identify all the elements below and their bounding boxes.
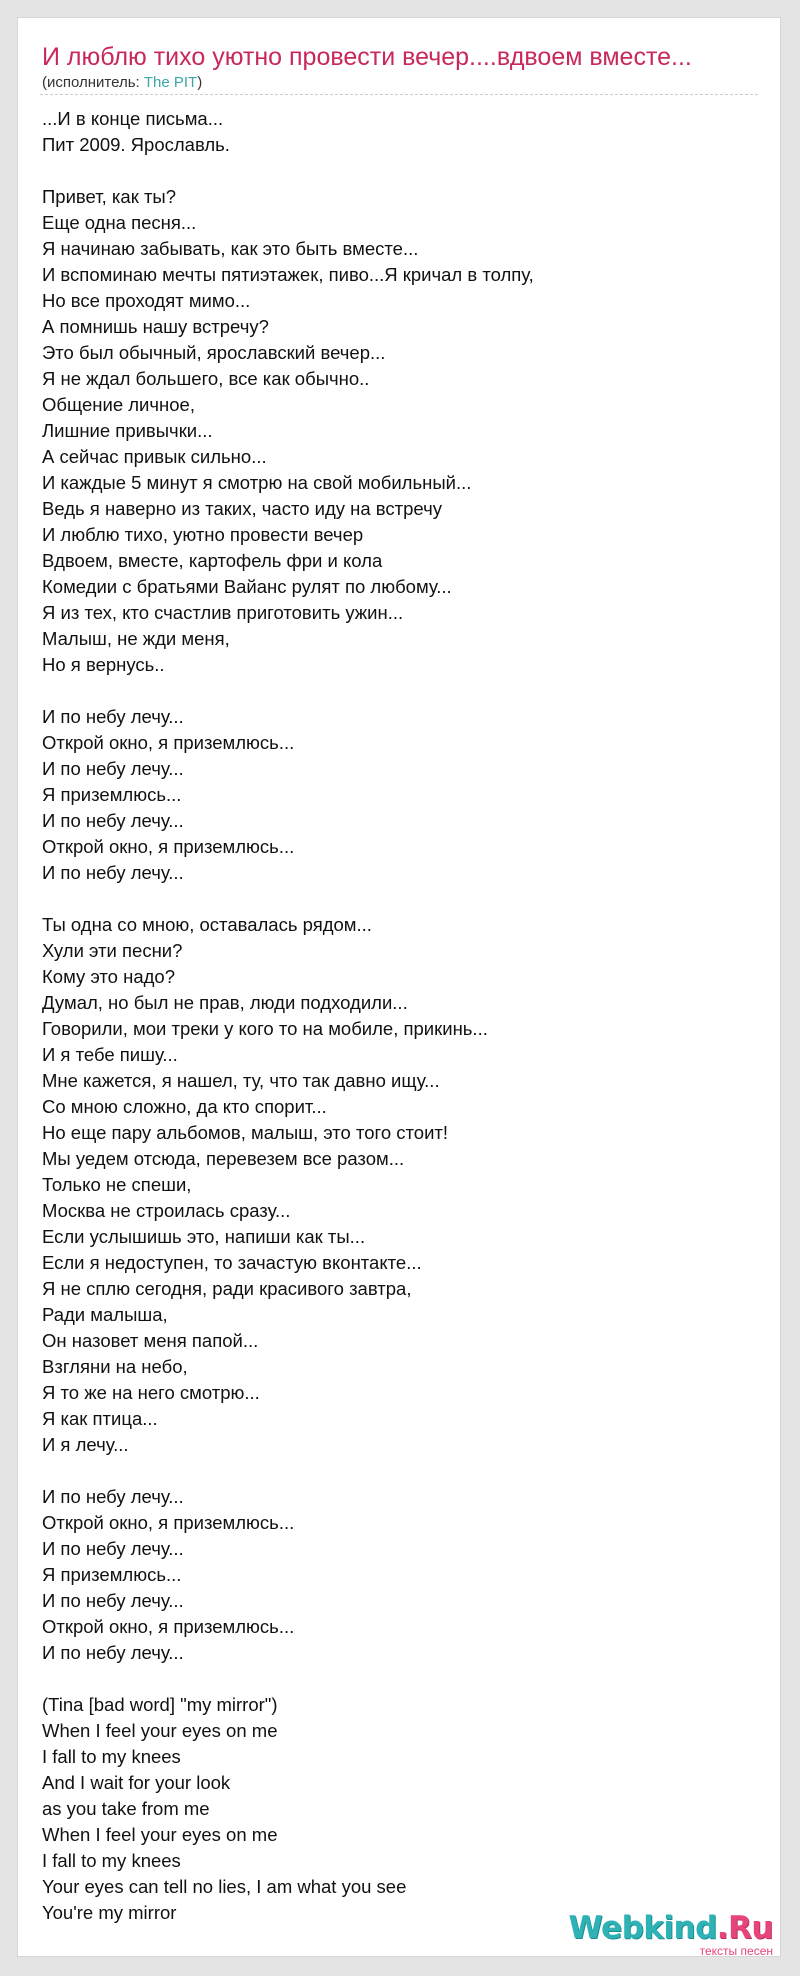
artist-link[interactable]: The PIT xyxy=(143,74,198,91)
lyric-line: А помнишь нашу встречу? xyxy=(42,316,269,337)
lyric-line: И каждые 5 минут я смотрю на свой мобильный... xyxy=(42,472,472,493)
lyric-line: Ты одна со мною, оставалась рядом... xyxy=(42,914,372,935)
lyric-blank-line xyxy=(42,158,742,184)
lyric-blank-line xyxy=(42,1666,742,1692)
artist-suffix: ) xyxy=(197,74,203,91)
lyric-line: When I feel your eyes on me xyxy=(42,1824,278,1845)
lyric-line: Думал, но был не прав, люди подходили... xyxy=(42,992,408,1013)
lyric-line: И по небу лечу... xyxy=(42,862,184,883)
lyric-line: А сейчас привык сильно... xyxy=(42,446,267,467)
lyric-line: Я из тех, кто счастлив приготовить ужин... xyxy=(42,602,404,623)
lyric-line: I fall to my knees xyxy=(42,1746,181,1767)
lyric-line: И по небу лечу... xyxy=(42,1642,184,1663)
lyric-line: И вспоминаю мечты пятиэтажек, пиво...Я кричал в толпу, xyxy=(42,264,534,285)
lyric-line: Малыш, не жди меня, xyxy=(42,628,230,649)
lyric-line: Открой окно, я приземлюсь... xyxy=(42,1616,295,1637)
logo-wordmark xyxy=(568,1910,773,1946)
artist-prefix: (исполнитель: xyxy=(42,74,144,91)
lyric-line: Привет, как ты? xyxy=(42,186,176,207)
lyric-line: Но еще пару альбомов, малыш, это того стоит! xyxy=(42,1122,449,1143)
title-divider xyxy=(40,94,758,95)
lyric-line: Your eyes can tell no lies, I am what you see xyxy=(42,1876,407,1897)
lyric-line: Со мною сложно, да кто спорит... xyxy=(42,1096,327,1117)
lyric-line: I fall to my knees xyxy=(42,1850,181,1871)
logo-tagline: тексты песен xyxy=(699,1944,773,1958)
lyric-line: Открой окно, я приземлюсь... xyxy=(42,836,295,857)
lyric-line: Я приземлюсь... xyxy=(42,784,182,805)
lyric-line: as you take from me xyxy=(42,1798,210,1819)
webkind-logo[interactable] xyxy=(568,1910,783,1962)
lyric-line: И я тебе пишу... xyxy=(42,1044,178,1065)
lyric-line: Пит 2009. Ярославль. xyxy=(42,134,230,155)
lyric-line: Взгляни на небо, xyxy=(42,1356,188,1377)
lyric-line: Говорили, мои треки у кого то на мобиле, прикинь... xyxy=(42,1018,488,1039)
lyric-line: Только не спеши, xyxy=(42,1174,192,1195)
lyric-line: Еще одна песня... xyxy=(42,212,197,233)
lyric-line: ...И в конце письма... xyxy=(42,108,224,129)
lyric-line: (Tina [bad word] "my mirror") xyxy=(42,1694,278,1715)
lyric-line: Я приземлюсь... xyxy=(42,1564,182,1585)
lyric-blank-line xyxy=(42,678,742,704)
lyric-blank-line xyxy=(42,1458,742,1484)
lyric-line: Лишние привычки... xyxy=(42,420,213,441)
lyrics-text xyxy=(42,106,742,1926)
lyric-line: И я лечу... xyxy=(42,1434,129,1455)
lyric-line: И по небу лечу... xyxy=(42,1538,184,1559)
lyric-line: Если я недоступен, то зачастую вконтакте... xyxy=(42,1252,422,1273)
lyric-line: Я то же на него смотрю... xyxy=(42,1382,260,1403)
lyric-line: И по небу лечу... xyxy=(42,758,184,779)
lyric-line: Открой окно, я приземлюсь... xyxy=(42,1512,295,1533)
lyric-line: Кому это надо? xyxy=(42,966,175,987)
lyric-line: И по небу лечу... xyxy=(42,706,184,727)
lyric-line: Мы уедем отсюда, перевезем все разом... xyxy=(42,1148,405,1169)
lyric-line: And I wait for your look xyxy=(42,1772,231,1793)
logo-tld: .Ru xyxy=(716,1910,773,1946)
lyric-line: Открой окно, я приземлюсь... xyxy=(42,732,295,753)
lyric-line: Мне кажется, я нашел, ту, что так давно ищу... xyxy=(42,1070,440,1091)
lyric-line: Если услышишь это, напиши как ты... xyxy=(42,1226,366,1247)
logo-brand: Webkind xyxy=(568,1910,717,1946)
lyric-line: И по небу лечу... xyxy=(42,1590,184,1611)
lyric-line: When I feel your eyes on me xyxy=(42,1720,278,1741)
lyric-line: Москва не строилась сразу... xyxy=(42,1200,291,1221)
lyric-line: И люблю тихо, уютно провести вечер xyxy=(42,524,364,545)
lyric-line: И по небу лечу... xyxy=(42,1486,184,1507)
lyric-line: Комедии с братьями Вайанс рулят по любому... xyxy=(42,576,452,597)
lyric-line: You're my mirror xyxy=(42,1902,177,1923)
lyric-line: Ради малыша, xyxy=(42,1304,168,1325)
lyric-line: Вдвоем, вместе, картофель фри и кола xyxy=(42,550,383,571)
song-title: И люблю тихо уютно провести вечер....вдвоем вместе... xyxy=(42,43,692,71)
lyric-line: Ведь я наверно из таких, часто иду на встречу xyxy=(42,498,442,519)
artist-line xyxy=(42,74,202,92)
lyrics-card xyxy=(17,17,781,1957)
lyric-line: Но я вернусь.. xyxy=(42,654,165,675)
lyric-line: Я не ждал большего, все как обычно.. xyxy=(42,368,370,389)
lyric-line: Это был обычный, ярославский вечер... xyxy=(42,342,386,363)
lyric-line: Общение личное, xyxy=(42,394,195,415)
lyric-line: Он назовет меня папой... xyxy=(42,1330,259,1351)
lyric-line: Но все проходят мимо... xyxy=(42,290,251,311)
lyric-line: Хули эти песни? xyxy=(42,940,183,961)
lyric-line: И по небу лечу... xyxy=(42,810,184,831)
lyric-blank-line xyxy=(42,886,742,912)
lyric-line: Я начинаю забывать, как это быть вместе... xyxy=(42,238,419,259)
lyric-line: Я как птица... xyxy=(42,1408,158,1429)
lyric-line: Я не сплю сегодня, ради красивого завтра, xyxy=(42,1278,412,1299)
